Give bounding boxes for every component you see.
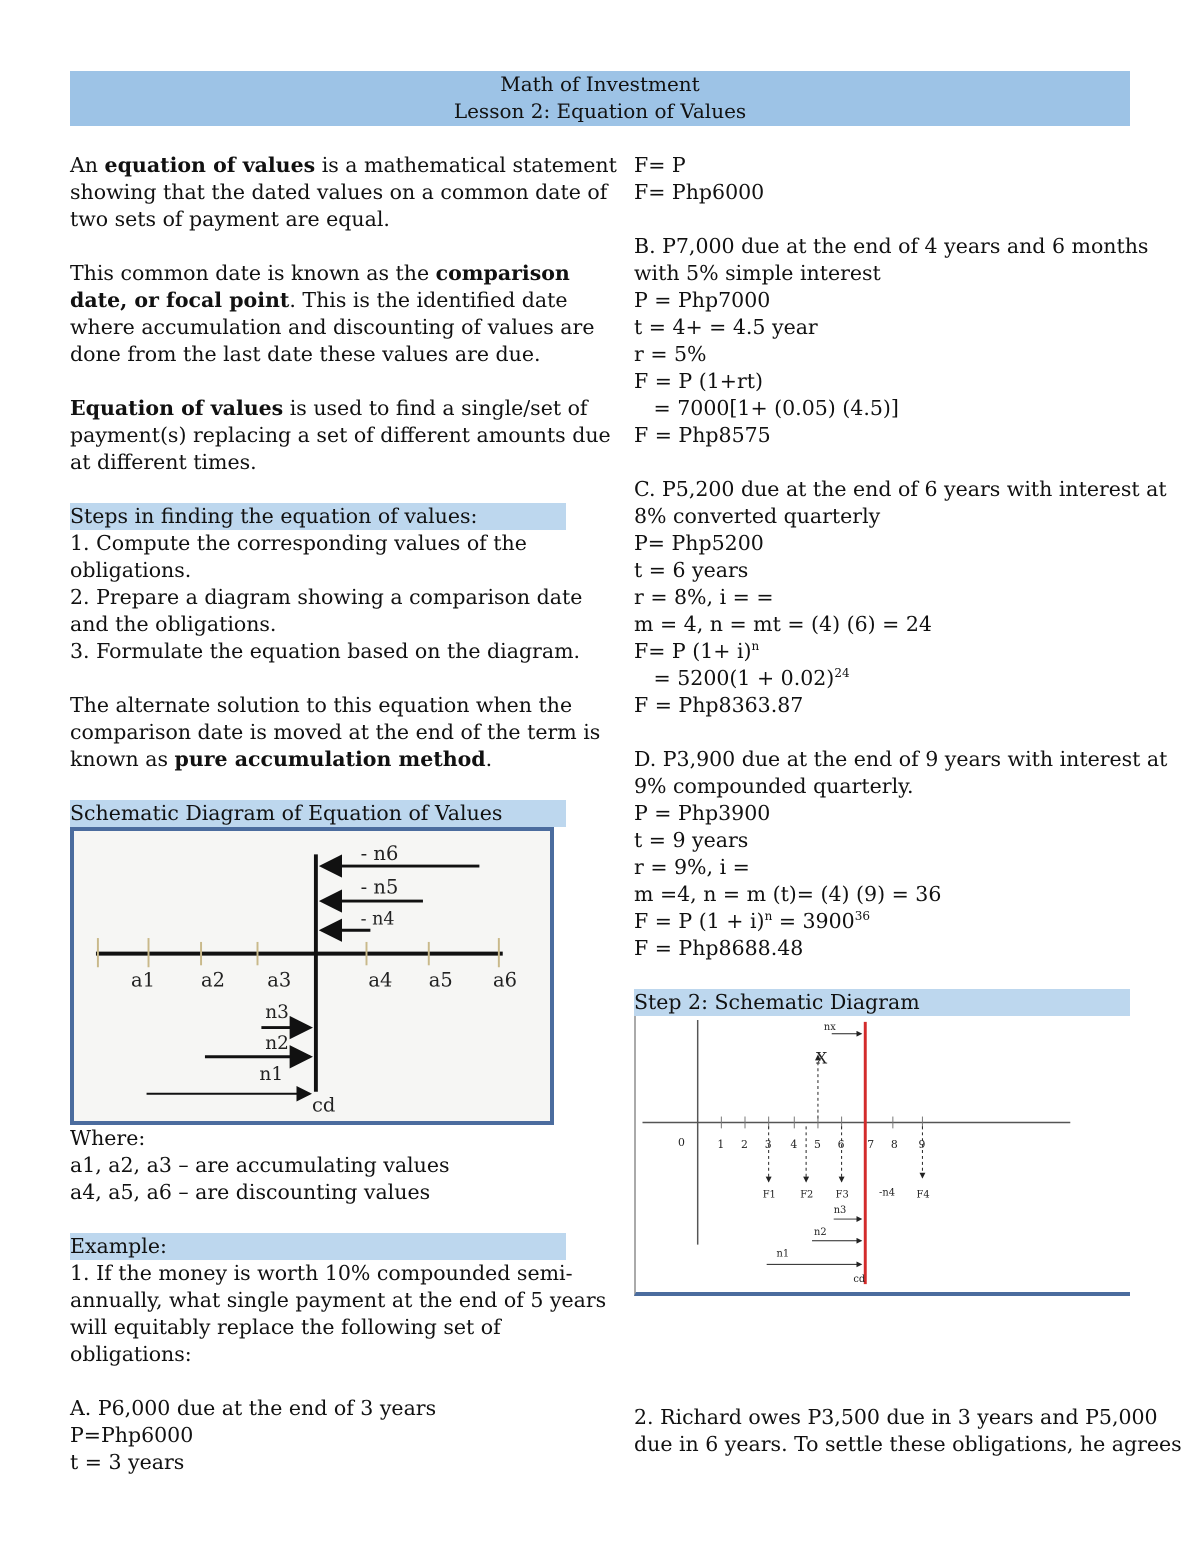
intro-line: two sets of payment are equal. (70, 207, 390, 231)
arrow-label: n3 (265, 1001, 289, 1023)
tick-label: a5 (428, 968, 453, 992)
part-d-line: m =4, n = m (t)= (4) (9) = 36 (634, 882, 942, 906)
intro-line: done from the last date these values are due. (70, 342, 541, 366)
part-d-line: t = 9 years (634, 828, 749, 852)
tick-label: a1 (130, 968, 155, 992)
part-b-line: r = 5% (634, 342, 707, 366)
tick-label: 0 (677, 1136, 685, 1150)
step-line: and the obligations. (70, 612, 277, 636)
tick-label: 8 (890, 1138, 898, 1152)
part-d-line: D. P3,900 due at the end of 9 years with interest at (634, 747, 1168, 771)
tick-label: 5 (814, 1138, 821, 1152)
alt-line: The alternate solution to this equation when the (70, 693, 573, 717)
question-2-line: due in 6 years. To settle these obligations, he agrees (634, 1432, 1182, 1456)
part-c-line: = $5200(1 + 0.02)^{24}$ (634, 666, 850, 690)
part-c-line: r = 8%, i = = (634, 585, 774, 609)
tick-label: a3 (267, 968, 292, 992)
part-b-line: t = 4+ = 4.5 year (634, 315, 818, 339)
page-header (70, 71, 1130, 126)
lesson-title: Lesson 2: Equation of Values (453, 99, 747, 123)
alt-line: comparison date is moved at the end of the term is (70, 720, 601, 744)
step2-diagram-figure (634, 1016, 1130, 1296)
intro-line: This common date is known as the comparison (70, 261, 570, 285)
part-c-line: t = 6 years (634, 558, 749, 582)
arrow-label: - n6 (360, 842, 399, 866)
intro-line: payment(s) replacing a set of different amounts due (70, 423, 611, 447)
tick-label: 6 (837, 1138, 845, 1152)
intro-line: Equation of values is used to find a single/set of (70, 396, 588, 420)
diagram-heading: Schematic Diagram of Equation of Values (70, 800, 566, 827)
example-line: obligations: (70, 1342, 192, 1366)
example-line: 1. If the money is worth 10% compounded semi- (70, 1261, 573, 1285)
part-b-line: F = P (1+rt) (634, 369, 763, 393)
part-c-line: m = 4, n = mt = (4) (6) = 24 (634, 612, 932, 636)
cd-label: cd (853, 1274, 866, 1286)
part-d-line: F = P $(1 + i)^n = 3900^{36}$ (634, 909, 870, 933)
intro-line: showing that the dated values on a common date of (70, 180, 608, 204)
tick-label: 3 (764, 1138, 772, 1152)
tick-label: a4 (368, 968, 393, 992)
part-b-line: P = Php7000 (634, 288, 771, 312)
part-c-line: P= Php5200 (634, 531, 764, 555)
flow-label: F4 (916, 1189, 930, 1201)
where-line: a4, a5, a6 – are discounting values (70, 1180, 431, 1204)
arrow-label: - n4 (360, 909, 395, 930)
part-c-line: F = Php8363.87 (634, 693, 804, 717)
example-line: will equitably replace the following set of (70, 1315, 501, 1339)
part-c-line: C. P5,200 due at the end of 6 years with interest at (634, 477, 1167, 501)
part-d-line: r = 9%, i = (634, 855, 750, 879)
tick-label: a6 (493, 968, 517, 992)
intro-line: date, or focal point. This is the identified date (70, 288, 568, 312)
alt-line: known as pure accumulation method. (70, 747, 493, 771)
part-b-line: B. P7,000 due at the end of 4 years and 6 months (634, 234, 1149, 258)
part-b-line: = 7000[1+ (0.05) (4.5)] (634, 396, 899, 420)
steps-heading: Steps in finding the equation of values: (70, 503, 566, 530)
example-heading: Example: (70, 1233, 566, 1260)
right-column (634, 152, 1182, 1458)
part-b-line: with 5% simple interest (634, 261, 881, 285)
part-a-line: t = 3 years (70, 1450, 185, 1474)
tick-label: 2 (741, 1138, 748, 1152)
part-a-line: A. P6,000 due at the end of 3 years (70, 1396, 437, 1420)
intro-line: An equation of values is a mathematical statement (70, 153, 617, 177)
schematic-diagram-figure (70, 827, 554, 1125)
intro-line: at different times. (70, 450, 257, 474)
step-line: 1. Compute the corresponding values of the (70, 531, 527, 555)
part-c-line: 8% converted quarterly (634, 504, 881, 528)
arrow-label: n2 (814, 1226, 827, 1238)
step-line: obligations. (70, 558, 192, 582)
tick-label: 1 (717, 1138, 725, 1152)
question-2-line: 2. Richard owes P3,500 due in 3 years and P5,000 (634, 1405, 1158, 1429)
left-column (70, 152, 617, 1476)
arrow-label: - n5 (360, 875, 399, 899)
part-b-line: F = Php8575 (634, 423, 771, 447)
nx-label: nx (823, 1021, 836, 1033)
arrow-label: n1 (776, 1248, 790, 1260)
flow-label: F1 (762, 1189, 776, 1201)
step-line: 3. Formulate the equation based on the diagram. (70, 639, 581, 663)
part-d-line: F = Php8688.48 (634, 936, 804, 960)
tick-label: a2 (201, 968, 226, 992)
example-line: annually, what single payment at the end of 5 years (70, 1288, 607, 1312)
part-d-line: P = Php3900 (634, 801, 771, 825)
flow-label: F2 (800, 1189, 814, 1201)
flow-label: F3 (835, 1189, 849, 1201)
step-line: 2. Prepare a diagram showing a comparison date (70, 585, 583, 609)
part-c-line: F= P $(1+ i)^n$ (634, 639, 760, 663)
arrow-label: n3 (833, 1205, 847, 1217)
arrow-label: n1 (259, 1064, 284, 1086)
part-a-result: F= P (634, 153, 686, 177)
tick-label: 4 (790, 1138, 798, 1152)
part-a-result: F= Php6000 (634, 180, 765, 204)
step2-heading: Step 2: Schematic Diagram (634, 989, 1130, 1016)
cd-label: cd (312, 1093, 336, 1117)
part-d-line: 9% compounded quarterly. (634, 774, 914, 798)
where-line: a1, a2, a3 – are accumulating values (70, 1153, 450, 1177)
arrow-label: n2 (265, 1032, 289, 1054)
part-a-line: P=Php6000 (70, 1423, 194, 1447)
tick-label: 7 (867, 1138, 875, 1152)
where-line: Where: (70, 1126, 146, 1150)
course-title: Math of Investment (500, 72, 700, 96)
flow-label: -n4 (879, 1187, 895, 1199)
x-label: X (815, 1048, 828, 1068)
intro-line: where accumulation and discounting of values are (70, 315, 595, 339)
tick-label: 9 (918, 1138, 926, 1152)
